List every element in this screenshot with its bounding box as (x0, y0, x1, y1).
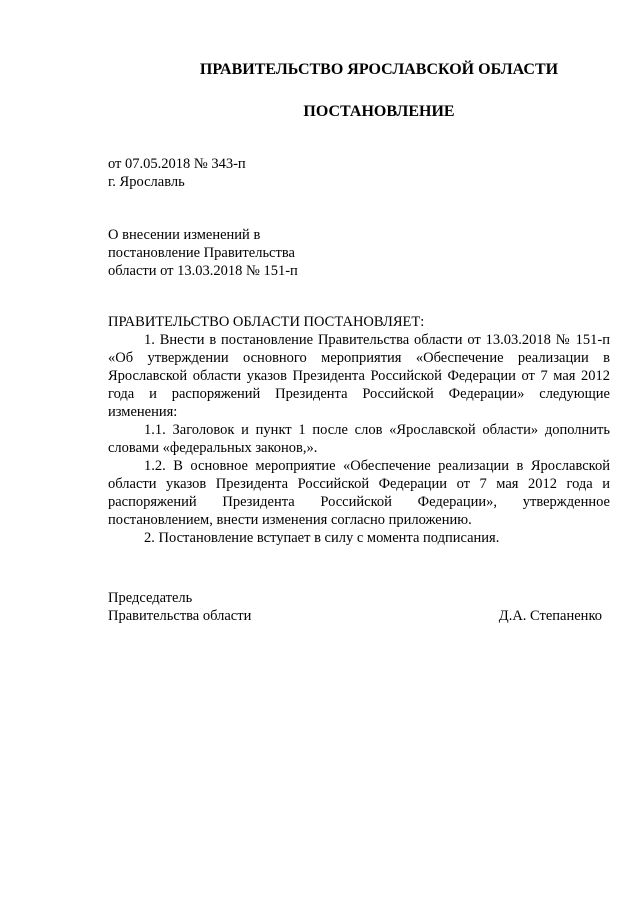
resolution-intro: ПРАВИТЕЛЬСТВО ОБЛАСТИ ПОСТАНОВЛЯЕТ: (108, 314, 425, 330)
signature-row (108, 607, 610, 625)
signer-position: Председатель (108, 590, 193, 606)
body-paragraph: 2. Постановление вступает в силу с момента подписания. (144, 530, 500, 546)
document-subject (108, 226, 610, 280)
signer-position: Правительства области (108, 608, 252, 624)
government-title: ПРАВИТЕЛЬСТВО ЯРОСЛАВСКОЙ ОБЛАСТИ (199, 61, 559, 78)
date-number: от 07.05.2018 № 343-п (108, 156, 246, 172)
body-paragraph: 1.2. В основное мероприятие «Обеспечение реализации в Ярославской области указов Президента Российской Федерации от 7 мая 2012 года и распоряжений Президента Российской Федерации», утвержденное постановлением, внести изменения согласно приложению. (108, 458, 610, 528)
body-paragraph: 1. Внести в постановление Правительства области от 13.03.2018 № 151-п «Об утверждении основного мероприятия «Обеспечение реализации в Ярославской области указов Президента Российской Федерации от 7 мая 2012 года и распоряжений Президента Российской Федерации» следующие изменения: (108, 332, 610, 420)
subject-line: О внесении изменений в (108, 227, 261, 243)
document-type-title: ПОСТАНОВЛЕНИЕ (303, 103, 455, 120)
signer-name: Д.А. Степаненко (498, 608, 602, 624)
subject-line: постановление Правительства (108, 245, 295, 261)
document-body (108, 313, 610, 547)
document-meta (108, 155, 610, 191)
subject-line: области от 13.03.2018 № 151-п (108, 263, 298, 279)
city: г. Ярославль (108, 174, 185, 190)
signature-block (108, 589, 610, 625)
body-paragraph: 1.1. Заголовок и пункт 1 после слов «Ярославской области» дополнить словами «федеральных законов,». (108, 422, 610, 456)
